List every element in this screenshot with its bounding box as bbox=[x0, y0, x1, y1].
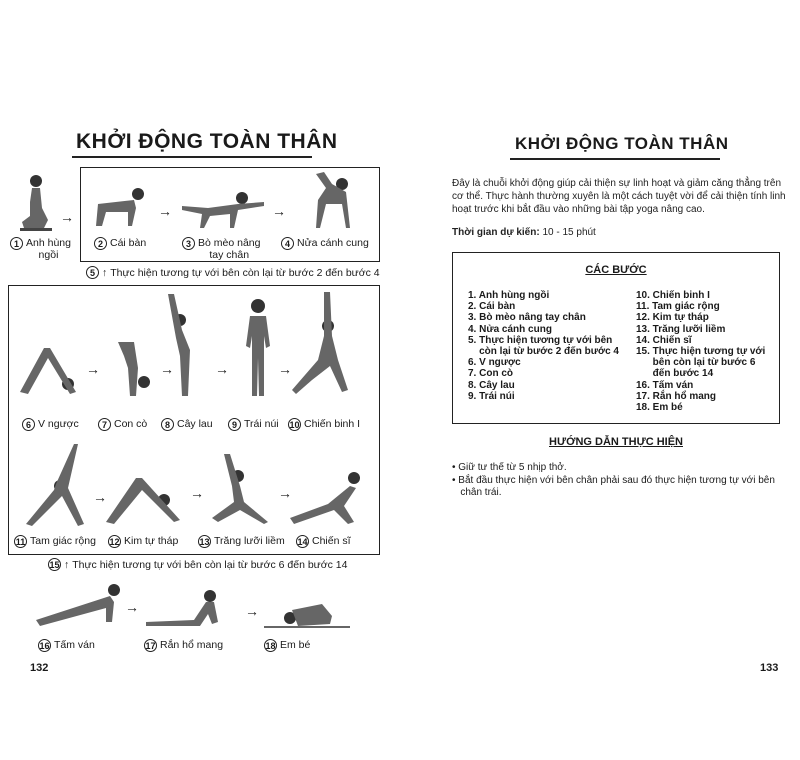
arrow-icon: → bbox=[215, 361, 229, 377]
pose-figure-10 bbox=[290, 290, 356, 400]
arrow-icon: → bbox=[278, 485, 292, 501]
step-number-badge: 8 bbox=[161, 418, 174, 431]
pose-name: Em bé bbox=[280, 639, 311, 651]
step-number-badge: 18 bbox=[265, 640, 276, 651]
step-item: 3. Bò mèo nâng tay chân bbox=[468, 312, 586, 324]
pose-figure-8 bbox=[160, 290, 210, 400]
step-item: 12. Kim tự tháp bbox=[636, 312, 709, 324]
pose-label-4 bbox=[281, 237, 369, 250]
pose-label-11 bbox=[14, 535, 96, 548]
note-step-5 bbox=[86, 266, 380, 279]
pose-name: Tam giác rộng bbox=[30, 535, 96, 547]
pose-figure-4 bbox=[296, 170, 366, 234]
time-value: 10 - 15 phút bbox=[539, 227, 596, 238]
step-item: 17. Rắn hổ mang bbox=[636, 390, 717, 402]
guide-item: chân trái. bbox=[452, 487, 502, 498]
pose-figure-11 bbox=[14, 440, 94, 530]
step-item: 7. Con cò bbox=[468, 368, 514, 380]
step-number-badge: 9 bbox=[228, 418, 241, 431]
guide-list bbox=[452, 462, 775, 500]
right-page-number: 133 bbox=[760, 662, 779, 674]
arrow-icon: → bbox=[245, 603, 259, 619]
pose-label-12 bbox=[108, 535, 178, 548]
arrow-icon: → bbox=[272, 203, 286, 219]
left-page-title: KHỞI ĐỘNG TOÀN THÂN bbox=[76, 130, 338, 153]
step-item: 5. Thực hiện tương tự với bên bbox=[468, 334, 613, 346]
step-number-badge: 7 bbox=[98, 418, 111, 431]
step-number-badge: 13 bbox=[199, 536, 210, 547]
step-number-badge: 15 bbox=[49, 559, 60, 570]
step-item: 9. Trái núi bbox=[468, 390, 515, 402]
step-number-badge: 2 bbox=[94, 237, 107, 250]
pose-label-18 bbox=[264, 639, 310, 652]
step-number-badge: 10 bbox=[289, 419, 300, 430]
step-item: 16. Tấm ván bbox=[636, 379, 694, 391]
time-label: Thời gian dự kiến: bbox=[452, 227, 540, 238]
step-item: còn lại từ bước 2 đến bước 4 bbox=[468, 346, 619, 358]
pose-figure-7 bbox=[110, 338, 160, 400]
right-page-title: KHỞI ĐỘNG TOÀN THÂN bbox=[515, 134, 729, 153]
left-page-number: 132 bbox=[30, 662, 49, 674]
pose-label-9 bbox=[228, 418, 279, 431]
step-item: 11. Tam giác rộng bbox=[636, 301, 720, 313]
pose-figure-9 bbox=[240, 296, 276, 400]
step-number-badge: 5 bbox=[86, 266, 99, 279]
pose-label-1 bbox=[10, 237, 71, 261]
arrow-icon: → bbox=[278, 361, 292, 377]
arrow-icon: → bbox=[158, 203, 172, 219]
pose-label-7 bbox=[98, 418, 147, 431]
guide-item: • Bắt đầu thực hiện với bên chân phải sau đó thực hiện tương tự với bên bbox=[452, 474, 775, 486]
step-item: 10. Chiến binh I bbox=[636, 290, 710, 301]
step-item: 6. V ngược bbox=[468, 357, 521, 369]
arrow-icon: → bbox=[93, 489, 107, 505]
arrow-icon: → bbox=[125, 599, 139, 615]
pose-name: Chiến binh I bbox=[304, 418, 361, 430]
step-number-badge: 6 bbox=[22, 418, 35, 431]
pose-figure-12 bbox=[100, 468, 184, 528]
step-number-badge: 14 bbox=[297, 536, 308, 547]
step-number-badge: 17 bbox=[145, 640, 156, 651]
left-title-underline bbox=[72, 156, 312, 158]
arrow-icon: → bbox=[160, 361, 174, 377]
step-item: 18. Em bé bbox=[636, 402, 683, 414]
step-item: 2. Cái bàn bbox=[468, 301, 516, 313]
step-number-badge: 12 bbox=[109, 536, 120, 547]
pose-figure-13 bbox=[210, 452, 276, 528]
pose-label-6 bbox=[22, 418, 79, 431]
intro-paragraph: Đây là chuỗi khởi động giúp cải thiện sự linh hoạt và giảm căng thẳng trên cơ thể. Thực hành thường xuyên là một cách tuyệt vời để cải thiện tính linh hoạt trước khi bắt đầu vào những bài tập yoga nâng cao. bbox=[452, 178, 786, 215]
pose-figure-14 bbox=[288, 466, 368, 526]
note-text: Thực hiện tương tự với bên còn lại từ bước 2 đến bước 4 bbox=[110, 266, 380, 279]
step-item: 13. Trăng lưỡi liềm bbox=[636, 323, 726, 335]
guide-item: • Giữ tư thế từ 5 nhịp thở. bbox=[452, 462, 567, 473]
steps-list-left bbox=[468, 290, 619, 402]
step-item: 14. Chiến sĩ bbox=[636, 334, 692, 346]
pose-name: Bò mèo nâng tay chân bbox=[198, 237, 261, 261]
pose-figure-3 bbox=[180, 188, 266, 232]
pose-name: Trăng lưỡi liềm bbox=[214, 535, 285, 547]
step-item: bên còn lại từ bước 6 bbox=[636, 357, 756, 369]
note-step-15 bbox=[48, 558, 347, 571]
pose-figure-17 bbox=[144, 588, 240, 628]
estimated-time bbox=[452, 226, 596, 239]
steps-list-right bbox=[636, 290, 765, 413]
pose-label-2 bbox=[94, 237, 146, 250]
pose-name: Nửa cánh cung bbox=[297, 237, 369, 249]
note-text: Thực hiện tương tự với bên còn lại từ bước 6 đến bước 14 bbox=[72, 558, 348, 571]
arrow-icon: → bbox=[190, 485, 204, 501]
pose-name: Rắn hổ mang bbox=[160, 639, 224, 651]
pose-name: Tấm ván bbox=[54, 639, 95, 651]
pose-name: Anh hùng ngồi bbox=[26, 237, 71, 261]
pose-label-8 bbox=[161, 418, 213, 431]
pose-figure-16 bbox=[34, 580, 124, 626]
step-item: 4. Nửa cánh cung bbox=[468, 323, 552, 335]
steps-heading: CÁC BƯỚC bbox=[585, 264, 647, 276]
pose-figure-1 bbox=[14, 172, 58, 234]
pose-name: Kim tự tháp bbox=[124, 535, 179, 547]
pose-figure-18 bbox=[262, 596, 352, 630]
pose-name: V ngược bbox=[38, 418, 79, 430]
step-item: 15. Thực hiện tương tự với bbox=[636, 346, 766, 358]
pose-name: Con cò bbox=[114, 418, 148, 430]
step-number-badge: 4 bbox=[281, 237, 294, 250]
up-arrow-icon: ↑ bbox=[64, 558, 70, 571]
up-arrow-icon: ↑ bbox=[102, 266, 108, 279]
step-item: 8. Cây lau bbox=[468, 379, 515, 391]
pose-label-16 bbox=[38, 639, 95, 652]
guide-heading: HƯỚNG DẪN THỰC HIỆN bbox=[549, 436, 683, 448]
pose-label-17 bbox=[144, 639, 223, 652]
pose-name: Cái bàn bbox=[110, 237, 147, 249]
step-number-badge: 3 bbox=[182, 237, 195, 250]
pose-name: Cây lau bbox=[177, 418, 213, 430]
step-number-badge: 16 bbox=[39, 640, 50, 651]
arrow-icon: → bbox=[86, 361, 100, 377]
pose-name: Trái núi bbox=[244, 418, 279, 430]
pose-name: Chiến sĩ bbox=[312, 535, 351, 547]
pose-label-13 bbox=[198, 535, 285, 548]
pose-label-10 bbox=[288, 418, 360, 431]
pose-figure-6 bbox=[14, 338, 86, 398]
pose-figure-2 bbox=[88, 182, 150, 232]
step-item: 1. Anh hùng ngồi bbox=[468, 290, 550, 301]
right-title-underline bbox=[510, 158, 720, 160]
step-number-badge: 1 bbox=[10, 237, 23, 250]
step-item: đến bước 14 bbox=[636, 368, 714, 380]
pose-label-14 bbox=[296, 535, 351, 548]
arrow-icon: → bbox=[60, 209, 74, 225]
step-number-badge: 11 bbox=[15, 536, 26, 547]
pose-label-3 bbox=[182, 237, 260, 261]
